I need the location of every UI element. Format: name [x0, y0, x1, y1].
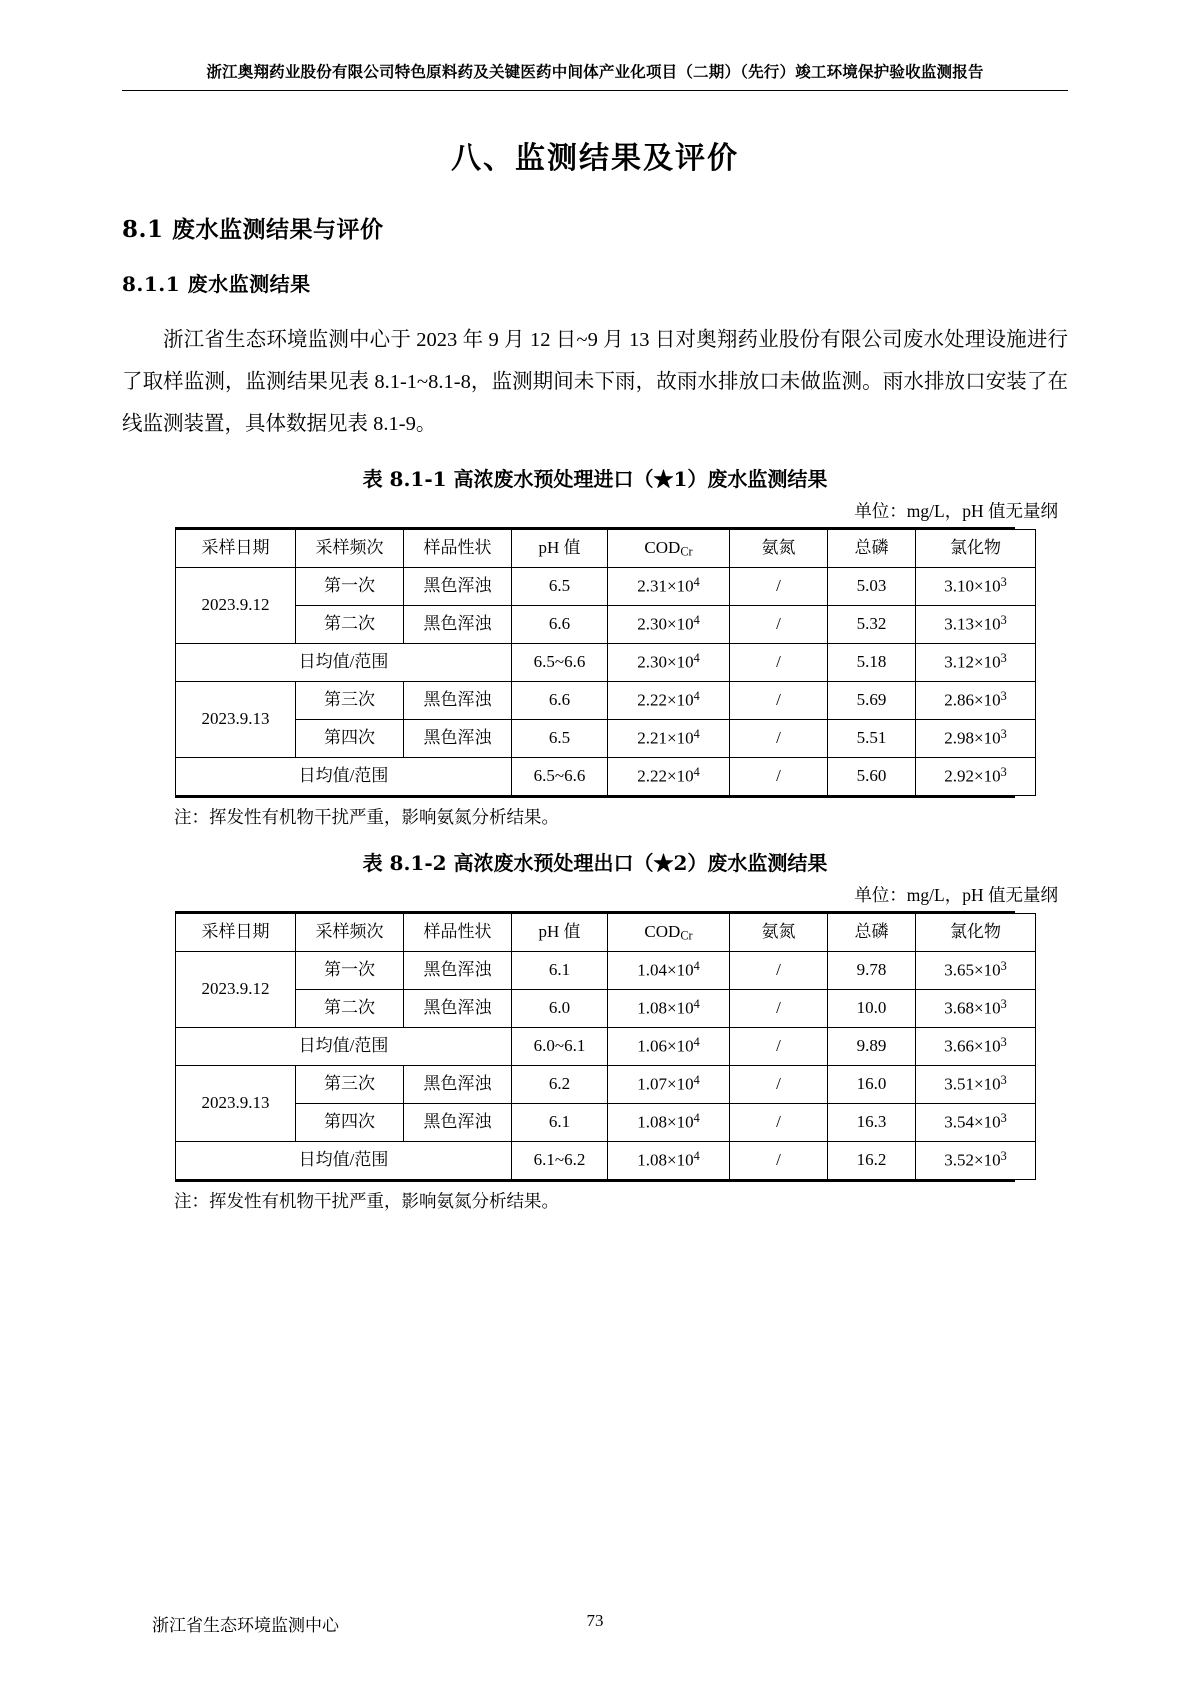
cell-chloride: $3.51\times 10^3$ — [916, 1066, 1036, 1104]
cell-cod: $1.08\times 10^4$ — [608, 990, 730, 1028]
cell-ammonia: / — [730, 1066, 828, 1104]
table-row-header — [176, 914, 1036, 952]
cell-tp: 16.2 — [828, 1142, 916, 1180]
table-row — [176, 1066, 1036, 1104]
table-1-wrapper — [175, 527, 1015, 798]
cell-chloride: $3.54\times 10^3$ — [916, 1104, 1036, 1142]
table-row — [176, 606, 1036, 644]
cell-sample: 黑色浑浊 — [404, 720, 512, 758]
table-1 — [175, 529, 1036, 796]
col-freq: 采样频次 — [296, 914, 404, 952]
cell-ammonia: / — [730, 720, 828, 758]
table-2-note: 注：挥发性有机物干扰严重，影响氨氮分析结果。 — [174, 1191, 559, 1212]
col-ammonia: 氨氮 — [730, 914, 828, 952]
col-chloride: 氯化物 — [916, 914, 1036, 952]
table-2-wrapper — [175, 911, 1015, 1182]
table-2-title: 表 8.1-2 高浓废水预处理出口（★2）废水监测结果 — [362, 851, 828, 876]
col-cod: $COD_{Cr}$ — [608, 914, 730, 952]
cell-cod: $2.22\times 10^4$ — [608, 758, 730, 796]
cell-ammonia: / — [730, 1104, 828, 1142]
cell-sample: 黑色浑浊 — [404, 990, 512, 1028]
cell-chloride: $3.65\times 10^3$ — [916, 952, 1036, 990]
cell-tp: 5.18 — [828, 644, 916, 682]
cell-sample: 黑色浑浊 — [404, 568, 512, 606]
col-ph: pH 值 — [512, 530, 608, 568]
cell-average-label: 日均值/范围 — [176, 644, 512, 682]
cell-cod: $1.08\times 10^4$ — [608, 1142, 730, 1180]
cell-average-label: 日均值/范围 — [176, 758, 512, 796]
cell-tp: 16.3 — [828, 1104, 916, 1142]
cell-sample: 黑色浑浊 — [404, 606, 512, 644]
cell-chloride: $2.92\times 10^3$ — [916, 758, 1036, 796]
table-row — [176, 720, 1036, 758]
cell-freq: 第二次 — [296, 990, 404, 1028]
col-ammonia: 氨氮 — [730, 530, 828, 568]
table-1-note: 注：挥发性有机物干扰严重，影响氨氮分析结果。 — [174, 807, 559, 828]
cell-tp: 5.60 — [828, 758, 916, 796]
col-sample: 样品性状 — [404, 530, 512, 568]
cell-ph: 6.5 — [512, 568, 608, 606]
table-row-average — [176, 1142, 1036, 1180]
col-sample: 样品性状 — [404, 914, 512, 952]
cell-freq: 第四次 — [296, 1104, 404, 1142]
cell-date: 2023.9.12 — [176, 952, 296, 1028]
cell-chloride: $3.52\times 10^3$ — [916, 1142, 1036, 1180]
cell-cod: $2.21\times 10^4$ — [608, 720, 730, 758]
table-row-average — [176, 758, 1036, 796]
cell-tp: 5.69 — [828, 682, 916, 720]
cell-tp: 16.0 — [828, 1066, 916, 1104]
col-date: 采样日期 — [176, 530, 296, 568]
cell-sample: 黑色浑浊 — [404, 1104, 512, 1142]
cell-freq: 第三次 — [296, 1066, 404, 1104]
cell-ph: 6.5~6.6 — [512, 644, 608, 682]
chapter-title: 八、监测结果及评价 — [451, 141, 739, 176]
cell-ammonia: / — [730, 1142, 828, 1180]
col-ph: pH 值 — [512, 914, 608, 952]
cell-chloride: $3.12\times 10^3$ — [916, 644, 1036, 682]
table-row — [176, 568, 1036, 606]
col-tp: 总磷 — [828, 914, 916, 952]
table-row — [176, 990, 1036, 1028]
cell-cod: $2.30\times 10^4$ — [608, 644, 730, 682]
table-row — [176, 682, 1036, 720]
cell-chloride: $3.13\times 10^3$ — [916, 606, 1036, 644]
cell-cod: $1.08\times 10^4$ — [608, 1104, 730, 1142]
cell-ph: 6.1 — [512, 952, 608, 990]
cell-chloride: $2.98\times 10^3$ — [916, 720, 1036, 758]
cell-cod: $2.30\times 10^4$ — [608, 606, 730, 644]
table-row-header — [176, 530, 1036, 568]
cell-ph: 6.0 — [512, 990, 608, 1028]
footer-page-number: 73 — [586, 1611, 604, 1630]
cell-ammonia: / — [730, 758, 828, 796]
col-cod: $COD_{Cr}$ — [608, 530, 730, 568]
cell-cod: $1.06\times 10^4$ — [608, 1028, 730, 1066]
subsection-title-8-1-1: 8.1.1 废水监测结果 — [122, 272, 311, 296]
cell-ph: 6.5 — [512, 720, 608, 758]
cell-average-label: 日均值/范围 — [176, 1142, 512, 1180]
cell-sample: 黑色浑浊 — [404, 952, 512, 990]
cell-chloride: $3.66\times 10^3$ — [916, 1028, 1036, 1066]
cell-tp: 5.32 — [828, 606, 916, 644]
cell-date: 2023.9.12 — [176, 568, 296, 644]
cell-tp: 9.78 — [828, 952, 916, 990]
table-1-unit: 单位：mg/L，pH 值无量纲 — [854, 501, 1058, 522]
cell-freq: 第一次 — [296, 568, 404, 606]
cell-chloride: $3.68\times 10^3$ — [916, 990, 1036, 1028]
cell-ph: 6.1~6.2 — [512, 1142, 608, 1180]
table-row-average — [176, 1028, 1036, 1066]
cell-freq: 第一次 — [296, 952, 404, 990]
cell-ammonia: / — [730, 606, 828, 644]
cell-ammonia: / — [730, 568, 828, 606]
cell-date: 2023.9.13 — [176, 682, 296, 758]
cell-sample: 黑色浑浊 — [404, 1066, 512, 1104]
cell-tp: 5.03 — [828, 568, 916, 606]
cell-ph: 6.6 — [512, 682, 608, 720]
table-1-title: 表 8.1-1 高浓废水预处理进口（★1）废水监测结果 — [362, 467, 828, 492]
table-2 — [175, 913, 1036, 1180]
cell-chloride: $2.86\times 10^3$ — [916, 682, 1036, 720]
cell-tp: 9.89 — [828, 1028, 916, 1066]
cell-ammonia: / — [730, 644, 828, 682]
cell-ammonia: / — [730, 990, 828, 1028]
table-2-unit: 单位：mg/L，pH 值无量纲 — [854, 885, 1058, 906]
cell-tp: 10.0 — [828, 990, 916, 1028]
cell-average-label: 日均值/范围 — [176, 1028, 512, 1066]
col-tp: 总磷 — [828, 530, 916, 568]
cell-cod: $1.07\times 10^4$ — [608, 1066, 730, 1104]
section-title-8-1: 8.1 废水监测结果与评价 — [122, 216, 384, 243]
running-header: 浙江奥翔药业股份有限公司特色原料药及关键医药中间体产业化项目（二期）（先行）竣工环境保护验收监测报告 — [122, 60, 1068, 91]
table-row — [176, 952, 1036, 990]
cell-ammonia: / — [730, 682, 828, 720]
cell-ph: 6.5~6.6 — [512, 758, 608, 796]
cell-ph: 6.1 — [512, 1104, 608, 1142]
cell-cod: $2.31\times 10^4$ — [608, 568, 730, 606]
cell-date: 2023.9.13 — [176, 1066, 296, 1142]
cell-ph: 6.2 — [512, 1066, 608, 1104]
cell-freq: 第四次 — [296, 720, 404, 758]
table-row-average — [176, 644, 1036, 682]
cell-ph: 6.6 — [512, 606, 608, 644]
cell-cod: $2.22\times 10^4$ — [608, 682, 730, 720]
cell-ph: 6.0~6.1 — [512, 1028, 608, 1066]
cell-freq: 第二次 — [296, 606, 404, 644]
cell-ammonia: / — [730, 1028, 828, 1066]
cell-tp: 5.51 — [828, 720, 916, 758]
cell-freq: 第三次 — [296, 682, 404, 720]
cell-chloride: $3.10\times 10^3$ — [916, 568, 1036, 606]
table-row — [176, 1104, 1036, 1142]
cell-cod: $1.04\times 10^4$ — [608, 952, 730, 990]
body-paragraph: 浙江省生态环境监测中心于 2023 年 9 月 12 日~9 月 13 日对奥翔药业股份有限公司废水处理设施进行了取样监测，监测结果见表 8.1-1~8.1-8，监测期间未下雨，故雨水排放口未做监测。雨水排放口安装了在线监测装置，具体数据见表 8.1-9。 — [122, 329, 1068, 436]
cell-sample: 黑色浑浊 — [404, 682, 512, 720]
page-footer — [122, 1611, 1068, 1635]
cell-ammonia: / — [730, 952, 828, 990]
footer-organization: 浙江省生态环境监测中心 — [152, 1616, 339, 1635]
col-date: 采样日期 — [176, 914, 296, 952]
col-freq: 采样频次 — [296, 530, 404, 568]
col-chloride: 氯化物 — [916, 530, 1036, 568]
